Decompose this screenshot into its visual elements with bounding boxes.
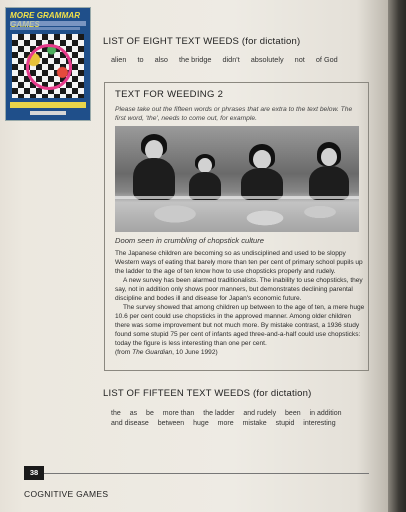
weed-word: as xyxy=(129,410,138,417)
weed-word: mistake xyxy=(242,420,267,427)
weed-word: the bridge xyxy=(179,55,212,64)
weed-word: alien xyxy=(111,55,127,64)
source-prefix: (from xyxy=(115,349,133,356)
weed-word: and rudely xyxy=(243,410,277,417)
weed-word: stupid xyxy=(275,420,295,427)
weed-word: interesting xyxy=(303,420,336,427)
page-number: 38 xyxy=(24,466,44,480)
text-for-weeding-box xyxy=(104,82,369,371)
weed-word: more xyxy=(217,420,234,427)
cover-subtitle-bar xyxy=(10,21,86,26)
weed-word: not xyxy=(294,55,305,64)
weed-word: the ladder xyxy=(203,410,235,417)
weed-word: the xyxy=(111,410,121,417)
photo-figure xyxy=(198,158,212,173)
book-cover-thumbnail xyxy=(6,8,90,120)
weed-word: in addition xyxy=(309,410,342,417)
footer-rule xyxy=(44,473,369,474)
weed-word: of God xyxy=(315,55,338,64)
book-spine-shadow xyxy=(388,0,406,512)
source-title: The Guardian xyxy=(132,349,173,356)
weed-word: also xyxy=(154,55,168,64)
article-paragraph: The survey showed that among children up between to the age of ten, a mere huge 10.6 per cent could use chopsticks in the approved manner. Among older children there was some improvement but not much more. By mistake contrast, a 1936 study found some stupid 75 per cent of infants aged three-and-a-half could use chopsticks: today the figure is less interesting than one per cent. xyxy=(115,304,365,347)
weed-word: didn't xyxy=(222,55,240,64)
cover-publisher-band xyxy=(30,111,66,115)
weed-word: absolutely xyxy=(250,55,284,64)
source-suffix: , 10 June 1992) xyxy=(172,349,218,356)
article-text xyxy=(115,249,365,357)
list-fifteen-heading: LIST OF FIFTEEN TEXT WEEDS (for dictation) xyxy=(103,388,312,399)
weed-word: to xyxy=(137,55,144,64)
weed-word: more than xyxy=(162,410,195,417)
footer-section-title: COGNITIVE GAMES xyxy=(24,489,109,499)
weed-word: been xyxy=(285,410,301,417)
cover-subtitle-bar xyxy=(10,27,80,30)
weed-word: be xyxy=(146,410,154,417)
photo-figure xyxy=(253,150,271,169)
article-paragraph: A new survey has been alarmed traditionalists. The inability to use chopsticks, they say, not in addition only shows poor manners, but demonstrates declining parental discipline and bodes ill and disease for Japan's economic future. xyxy=(115,277,363,302)
photo-figure xyxy=(309,166,349,200)
article-source xyxy=(115,348,365,357)
list-eight-heading: LIST OF EIGHT TEXT WEEDS (for dictation) xyxy=(103,36,301,47)
photo-figure xyxy=(321,148,337,166)
children-eating-photo xyxy=(115,126,359,232)
list-eight-words xyxy=(111,55,347,64)
cover-artwork xyxy=(12,34,84,98)
weed-word: between xyxy=(157,420,185,427)
weed-word: huge xyxy=(193,420,209,427)
instructions: Please take out the fifteen words or phrases that are extra to the text below. The first word, 'the', needs to come out, for example. xyxy=(115,106,353,122)
box-title: TEXT FOR WEEDING 2 xyxy=(115,89,224,100)
article-caption: Doom seen in crumbling of chopstick culture xyxy=(115,236,264,245)
photo-figure xyxy=(133,158,175,200)
cover-publisher-band xyxy=(10,102,86,108)
book-cover-title: MORE GRAMMAR xyxy=(10,11,81,20)
article-paragraph: The Japanese children are becoming so as undisciplined and used to be sloppy Western ways of eating that barely more than ten per cent of primary school pupils up the ladder to the age of ten know how to use chopsticks properly and rudely. xyxy=(115,250,363,275)
photo-table xyxy=(115,196,359,199)
list-fifteen-words xyxy=(111,409,361,429)
photo-figure xyxy=(145,140,163,160)
weed-word: and disease xyxy=(111,420,149,427)
